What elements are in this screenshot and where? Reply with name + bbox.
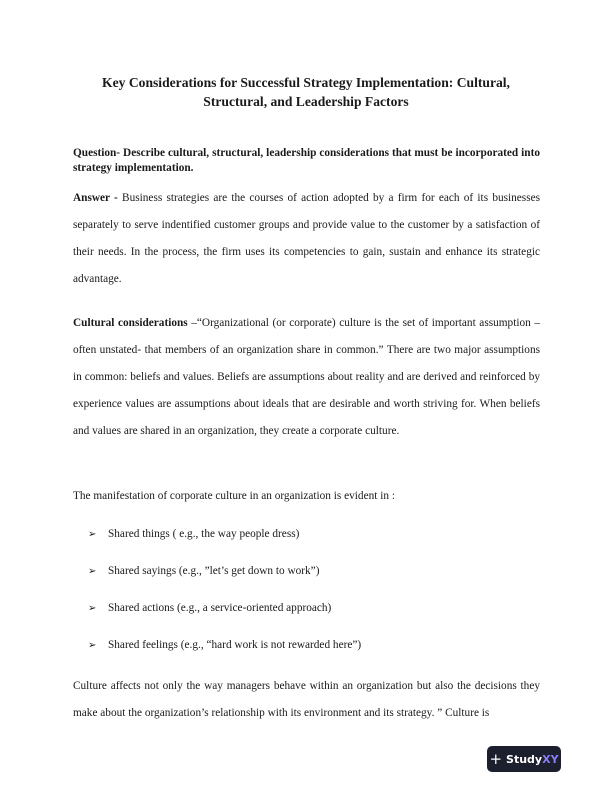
answer-label: Answer - bbox=[73, 192, 118, 204]
cultural-paragraph bbox=[73, 310, 540, 445]
document-title bbox=[60, 74, 552, 111]
list-item bbox=[88, 525, 538, 543]
brand-name bbox=[506, 753, 559, 766]
list-item-text: Shared sayings (e.g., ”let’s get down to work”) bbox=[108, 565, 320, 577]
brand-name-part2: XY bbox=[542, 752, 559, 766]
culture-manifestation-list bbox=[88, 525, 538, 673]
brand-name-part1: Study bbox=[506, 752, 543, 766]
list-item bbox=[88, 599, 538, 617]
list-item bbox=[88, 636, 538, 654]
plus-icon: + bbox=[489, 749, 503, 768]
arrow-bullet-icon: ➢ bbox=[88, 602, 97, 614]
manifestation-intro: The manifestation of corporate culture in an organization is evident in : bbox=[73, 490, 395, 502]
list-item-text: Shared things ( e.g., the way people dress) bbox=[108, 528, 300, 540]
list-item-text: Shared feelings (e.g., “hard work is not rewarded here”) bbox=[108, 639, 362, 651]
answer-paragraph bbox=[73, 185, 540, 293]
cultural-label: Cultural considerations bbox=[73, 317, 188, 329]
answer-body: Business strategies are the courses of action adopted by a firm for each of its businesses separately to serve indentified customer groups and provide value to the customer by a satisfaction of their needs. In the process, the firm uses its competencies to gain, sustain and enhance its strategic advantage. bbox=[73, 192, 541, 285]
studyxy-logo-badge[interactable] bbox=[487, 746, 561, 772]
cultural-body: –“Organizational (or corporate) culture is the set of important assumption – often unstated- that members of an organization share in common.” There are two major assumptions in common: beliefs and values. Beliefs are assumptions about reality and are derived and reinforced by experience values are assumptions about ideals that are desirable and worth striving for. When beliefs and values are shared in an organization, they create a corporate culture. bbox=[73, 317, 540, 437]
arrow-bullet-icon: ➢ bbox=[88, 639, 97, 651]
arrow-bullet-icon: ➢ bbox=[88, 565, 97, 577]
list-item-text: Shared actions (e.g., a service-oriented approach) bbox=[108, 602, 332, 614]
list-item bbox=[88, 562, 538, 580]
question-text: Question- Describe cultural, structural, leadership considerations that must be incorporated into strategy implementation. bbox=[73, 147, 540, 174]
title-line-2: Structural, and Leadership Factors bbox=[203, 93, 409, 109]
closing-paragraph: Culture affects not only the way managers behave within an organization but also the decisions they make about the organization’s relationship with its environment and its strategy. ” Culture is bbox=[73, 680, 540, 719]
arrow-bullet-icon: ➢ bbox=[88, 528, 97, 540]
title-line-1: Key Considerations for Successful Strategy Implementation: Cultural, bbox=[102, 75, 510, 90]
